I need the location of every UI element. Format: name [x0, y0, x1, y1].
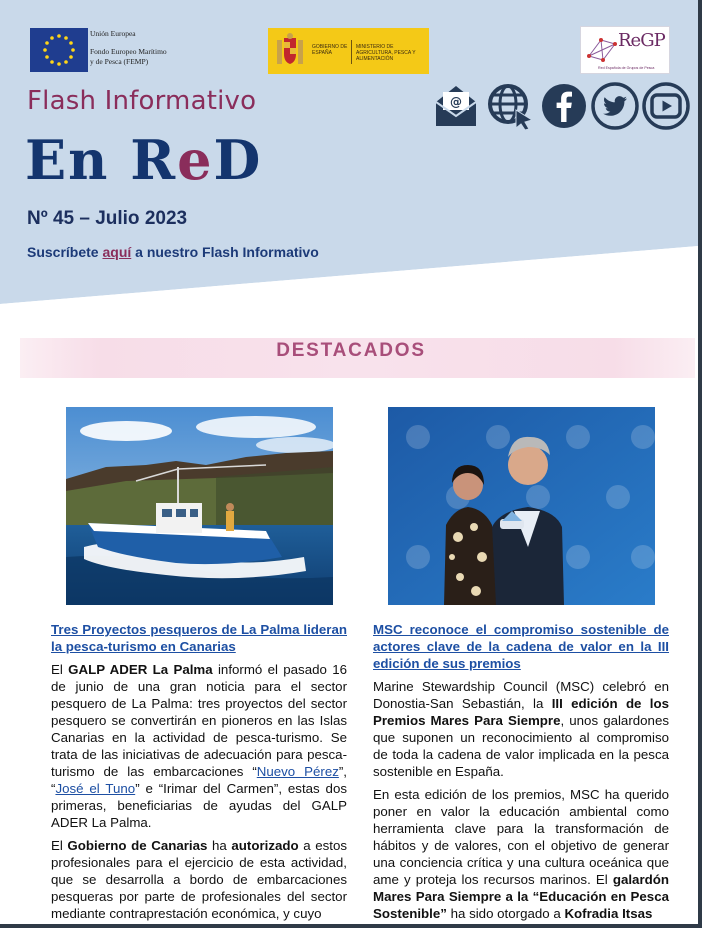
article-right-paragraph-2	[373, 786, 669, 922]
coat-of-arms-icon	[275, 32, 305, 70]
article-left-paragraph-1	[51, 661, 347, 831]
article-left-title[interactable]: Tres Proyectos pesqueros de La Palma lideran la pesca-turismo en Canarias	[51, 622, 347, 654]
subscribe-suffix: a nuestro Flash Informativo	[131, 244, 319, 260]
regp-wordmark: ReGP	[618, 30, 665, 51]
eu-line-2: Fondo Europeo Marítimo	[90, 47, 167, 56]
eu-logo-text	[90, 29, 200, 67]
wordmark-en: En	[25, 128, 131, 192]
text-run: a estos profesionales para el ejercicio de esta actividad, que se desarrolla a bordo de embarcaciones pesqueras por parte de profesionales del sector mediante contraprestación económica, y cuyo	[51, 838, 347, 921]
bottom-edge-rule	[0, 924, 702, 928]
fishing-boat-photo	[66, 407, 333, 605]
gobierno-divider	[351, 40, 352, 64]
eu-flag-logo	[30, 28, 88, 72]
text-run-bold: Gobierno de Canarias	[67, 838, 208, 853]
text-run-bold: Kofradia Itsas	[564, 906, 653, 921]
text-run: informó el pasado 16 de junio de una gran noticia para el sector pesquero de La Palma: tres proyectos del sector pesquero se convertirán en pioneros en las Islas Canarias en la actividad de pesca-turismo. Se trata de las iniciativas de adecuación para pesca-turismo de las embarcaciones “	[51, 662, 347, 779]
article-right	[373, 621, 669, 928]
eu-line-3: y de Pesca (FEMP)	[90, 57, 149, 66]
subscribe-line	[27, 244, 319, 260]
youtube-icon[interactable]	[642, 82, 690, 130]
text-run: ” e “Irimar del Carmen”, estas dos primeras, beneficiarias de ayudas del GALP ADER La Palma.	[51, 781, 347, 830]
article-right-title[interactable]: MSC reconoce el compromiso sostenible de actores clave de la cadena de valor en la III edición de sus premios	[373, 622, 669, 671]
subscribe-link[interactable]: aquí	[102, 244, 132, 260]
text-run: ha sido otorgado a	[446, 906, 565, 921]
facebook-icon[interactable]	[540, 82, 588, 130]
text-run-bold: GALP ADER La Palma	[68, 662, 213, 677]
network-icon	[583, 30, 623, 70]
en-red-wordmark	[25, 130, 262, 190]
text-run: El	[51, 838, 68, 853]
wordmark-e: e	[177, 128, 214, 192]
text-run: ha	[207, 838, 232, 853]
wordmark-r: R	[130, 128, 178, 192]
boat-link-nuevo-perez[interactable]: Nuevo Pérez	[256, 764, 339, 779]
text-run-bold: galardón Mares Para Siempre a la “Educación en Pesca Sostenible”	[373, 872, 669, 921]
text-run-bold: autorizado	[231, 838, 299, 853]
article-left	[51, 621, 347, 928]
eu-line-1: Unión Europea	[90, 29, 136, 38]
wordmark-d: D	[213, 128, 263, 192]
text-run: ”, “	[51, 764, 347, 796]
destacados-heading: DESTACADOS	[276, 340, 426, 361]
article-right-paragraph-1	[373, 678, 669, 780]
text-run-bold: III edición de los Premios Mares Para Siempre	[373, 696, 669, 728]
twitter-icon[interactable]	[591, 82, 639, 130]
article-left-paragraph-2	[51, 837, 347, 922]
flash-informativo-title: Flash Informativo	[27, 86, 257, 116]
boat-link-jose-el-tuno[interactable]: José el Tuno	[55, 781, 136, 796]
email-icon[interactable]	[432, 82, 480, 130]
right-edge-rule	[698, 0, 702, 928]
gobierno-text: GOBIERNO DE ESPAÑA	[312, 44, 348, 56]
text-run: En esta edición de los premios, MSC ha querido poner en valor la educación ambiental como herramienta clave para la transformación de hábitos y de valores, con el objetivo de generar una conciencia crítica y una cultura oceánica que ame y proteja los recursos marinos. El	[373, 787, 669, 887]
msc-award-photo	[388, 407, 655, 605]
text-run: El	[51, 662, 69, 677]
subscribe-prefix: Suscríbete	[27, 244, 103, 260]
text-run: Marine Stewardship Council (MSC) celebró en Donostia-San Sebastián, la	[373, 679, 669, 711]
text-run: , unos galardones que suponen un reconocimiento al compromiso de toda la cadena de valor implicada en la pesca sostenible en España.	[373, 713, 669, 779]
regp-tagline: Red Española de Grupos de Pesca	[598, 66, 655, 70]
ministerio-text: MINISTERIO DE AGRICULTURA, PESCA Y ALIMENTACIÓN	[356, 44, 416, 62]
web-icon[interactable]	[486, 82, 534, 130]
issue-number: Nº 45 – Julio 2023	[27, 208, 188, 229]
svg-text:@: @	[450, 95, 462, 109]
